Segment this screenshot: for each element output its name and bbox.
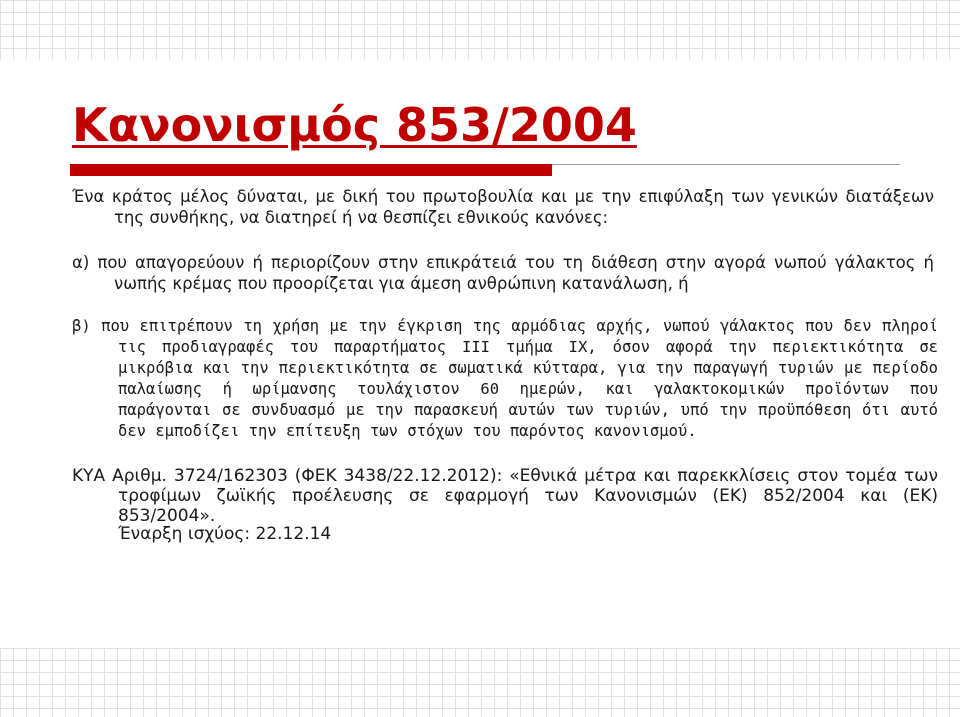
slide-title: Κανονισμός 853/2004: [72, 98, 637, 152]
top-grid-decoration: [0, 0, 960, 60]
item-b-paragraph: β) που επιτρέπουν τη χρήση με την έγκριση της αρμόδιας αρχής, νωπού γάλακτος που δεν πληροί τις προδιαγραφές του παραρτήματος III τμήμα IX, όσον αφορά την περιεκτικότητα σε μικρόβια και την περιεκτικότητα σε σωματικά κύτταρα, για την παραγωγή τυριών με περίοδο παλαίωσης ή ωρίμανσης τουλάχιστον 60 ημερών, και γαλακτοκομικών προϊόντων που παράγονται σε συνδυασμό με την παρασκευή αυτών των τυριών, υπό την προϋπόθεση ότι αυτό δεν εμποδίζει την επίτευξη των στόχων του παρόντος κανονισμού.: [72, 317, 938, 440]
kya-reference-paragraph: ΚΥΑ Αριθμ. 3724/162303 (ΦΕΚ 3438/22.12.2012): «Εθνικά μέτρα και παρεκκλίσεις στον τομέα των τροφίμων ζωϊκής προέλευσης σε εφαρμογή των Κανονισμών (ΕΚ) 852/2004 και (ΕΚ) 853/2004».: [72, 466, 938, 526]
item-a-paragraph: α) που απαγορεύουν ή περιορίζουν στην επικράτειά του τη διάθεση στην αγορά νωπού γάλακτος ή νωπής κρέμας που προορίζεται για άμεση ανθρώπινη κατανάλωση, ή: [72, 253, 934, 293]
bottom-grid-decoration: [0, 648, 960, 717]
effective-date-text: Έναρξη ισχύος: 22.12.14: [118, 524, 332, 544]
intro-paragraph: Ένα κράτος μέλος δύναται, με δική του πρωτοβουλία και με την επιφύλαξη των γενικών διατάξεων της συνθήκης, να διατηρεί ή να θεσπίζει εθνικούς κανόνες:: [72, 187, 934, 227]
title-accent-bar: [70, 164, 552, 176]
